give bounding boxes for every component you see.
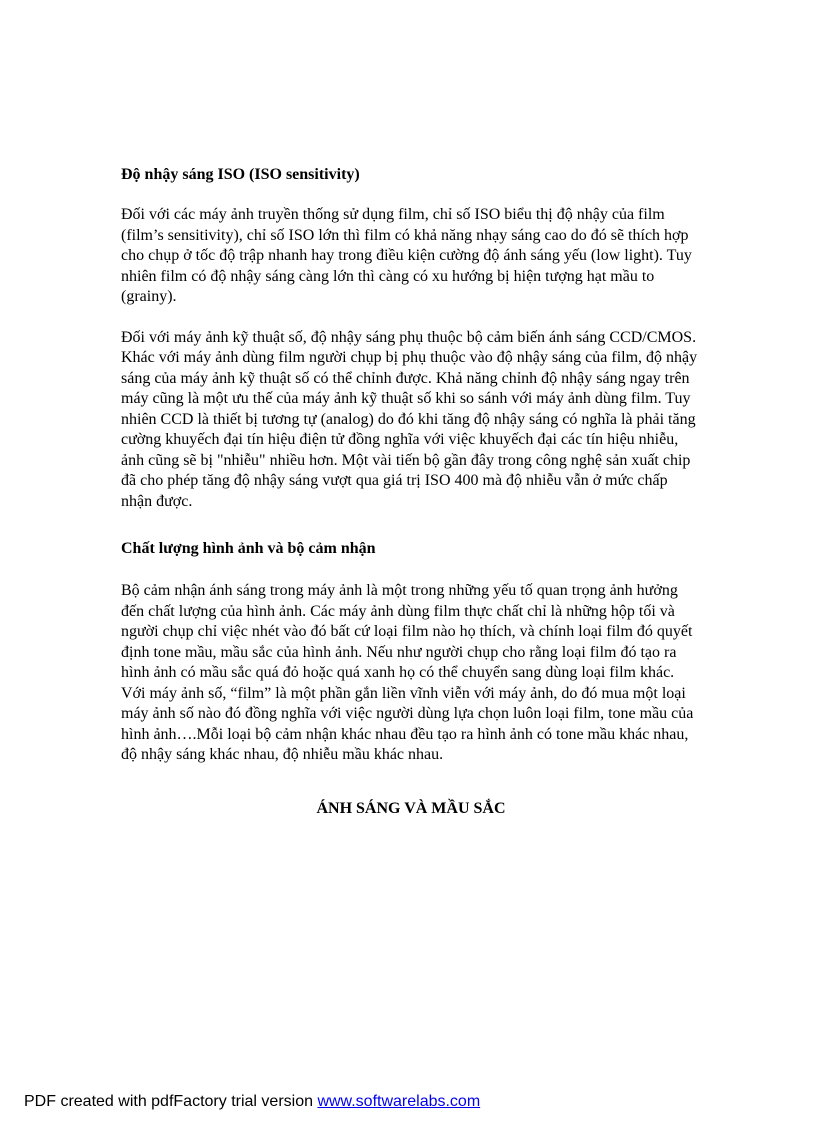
pdf-footer: [24, 1093, 480, 1111]
footer-link[interactable]: www.softwarelabs.com: [317, 1093, 481, 1110]
heading-iso-sensitivity: Độ nhậy sáng ISO (ISO sensitivity): [121, 166, 360, 183]
paragraph-sensor-quality: Bộ cảm nhận ánh sáng trong máy ảnh là một trong những yếu tố quan trọng ảnh hưởng đến chất lượng của hình ảnh. Các máy ảnh dùng film thực chất chỉ là những hộp tối và người chụp chỉ việc nhét vào đó bất cứ loại film nào họ thích, và chính loại film đó quyết định tone mầu, mầu sắc của hình ảnh. Nếu như người chụp cho rằng loại film đó tạo ra hình ảnh có mầu sắc quá đỏ hoặc quá xanh họ có thể chuyển sang dùng loại film khác. Với máy ảnh số, “film” là một phần gắn liền vĩnh viễn với máy ảnh, do đó mua một loại máy ảnh số nào đó đồng nghĩa với việc người dùng lựa chọn luôn loại film, tone mầu của hình ảnh….Mỗi loại bộ cảm nhận khác nhau đều tạo ra hình ảnh có tone mầu khác nhau, độ nhậy sáng khác nhau, độ nhiễu mầu khác nhau.: [121, 582, 694, 763]
paragraph-digital-iso: Đối với máy ảnh kỹ thuật số, độ nhậy sáng phụ thuộc bộ cảm biến ánh sáng CCD/CMOS. Khác với máy ảnh dùng film người chụp bị phụ thuộc vào độ nhậy sáng của film, độ nhậy sáng của máy ảnh kỹ thuật số có thể chỉnh được. Khả năng chỉnh độ nhậy sáng ngay trên máy cũng là một ưu thế của máy ảnh kỹ thuật số khi so sánh với máy ảnh dùng film. Tuy nhiên CCD là thiết bị tương tự (analog) do đó khi tăng độ nhậy sáng có nghĩa là phải tăng cường khuyếch đại tín hiệu điện tử đồng nghĩa với việc khuyếch đại các tín hiệu nhiễu, ảnh cũng sẽ bị "nhiễu" nhiều hơn. Một vài tiến bộ gần đây trong công nghệ sản xuất chip đã cho phép tăng độ nhậy sáng vượt qua giá trị ISO 400 mà độ nhiễu vẫn ở mức chấp nhận được.: [121, 328, 698, 510]
footer-text: PDF created with pdfFactory trial version: [24, 1093, 318, 1110]
heading-image-quality: Chất lượng hình ảnh và bộ cảm nhận: [121, 540, 376, 557]
document-page: [121, 164, 701, 818]
section-title-light-color: ÁNH SÁNG VÀ MẦU SẮC: [316, 799, 506, 817]
paragraph-film-iso: Đối với các máy ảnh truyền thống sử dụng film, chỉ số ISO biểu thị độ nhậy của film (film’s sensitivity), chỉ số ISO lớn thì film có khả năng nhạy sáng cao do đó sẽ thích hợp cho chụp ở tốc độ trập nhanh hay trong điều kiện cường độ ánh sáng yếu (low light). Tuy nhiên film có độ nhậy sáng càng lớn thì càng có xu hướng bị hiện tượng hạt mầu to (grainy).: [121, 206, 692, 305]
